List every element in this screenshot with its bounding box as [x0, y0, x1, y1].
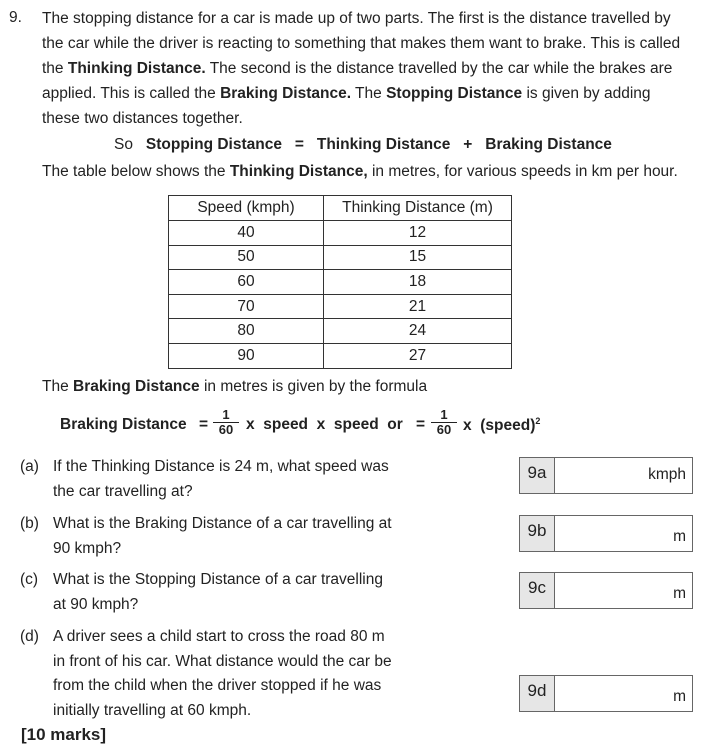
eq-term2: Braking Distance — [485, 136, 612, 153]
table-row — [169, 245, 512, 270]
table-row — [169, 270, 512, 295]
answer-box[interactable] — [519, 675, 693, 712]
intro-text: The — [351, 85, 387, 102]
thinking-distance-table — [168, 195, 512, 369]
formula-mid: x speed x speed or — [246, 416, 403, 433]
answer-box-tag: 9a — [520, 458, 555, 493]
answer-box-tag: 9c — [520, 573, 555, 608]
answer-box-tag: 9d — [520, 676, 555, 711]
table-row — [169, 221, 512, 246]
intro-text: is given by adding — [522, 85, 651, 102]
question-number: 9. — [9, 9, 22, 26]
formula-fraction-2 — [431, 408, 457, 437]
cell-thinking-distance: 27 — [324, 343, 512, 368]
part-text: What is the Braking Distance of a car travelling at — [53, 515, 392, 532]
table-row — [169, 343, 512, 368]
marks-label: [10 marks] — [21, 725, 107, 744]
intro-line — [42, 9, 671, 29]
answer-box-tag: 9b — [520, 516, 555, 551]
cell-thinking-distance: 18 — [324, 270, 512, 295]
fraction-1-numerator: 1 — [213, 408, 239, 423]
part-text: the car travelling at? — [53, 482, 193, 500]
answer-box[interactable] — [519, 572, 693, 609]
formula-eq1: = — [199, 416, 209, 433]
cell-speed: 60 — [169, 270, 324, 295]
intro-text: The stopping distance for a car is made up of two parts. The first is the distance travelled by — [42, 10, 671, 27]
formula-tail-text: x (speed) — [463, 417, 536, 435]
table-header-row — [169, 196, 512, 221]
formula-intro — [42, 378, 427, 396]
cell-thinking-distance: 24 — [324, 319, 512, 344]
cell-thinking-distance: 21 — [324, 294, 512, 319]
answer-unit: kmph — [648, 466, 686, 483]
formula-intro-bold: Braking Distance — [73, 378, 200, 395]
intro-bold-term: Stopping Distance — [386, 85, 523, 102]
table-row — [169, 319, 512, 344]
fraction-1-denominator: 60 — [218, 422, 234, 437]
intro-text: applied. This is called the — [42, 85, 221, 102]
intro-text: these two distances together. — [42, 110, 243, 127]
part-text: If the Thinking Distance is 24 m, what speed was — [53, 458, 389, 475]
formula-tail — [463, 416, 540, 435]
intro-bold-term: Thinking Distance. — [67, 60, 206, 77]
part-text: at 90 kmph? — [53, 595, 139, 613]
cell-speed: 40 — [169, 221, 324, 246]
answer-unit: m — [673, 688, 686, 705]
part-label: (a) — [20, 458, 39, 475]
formula-eq2: = — [416, 416, 426, 433]
eq-lhs: Stopping Distance — [145, 136, 282, 153]
eq-term1: Thinking Distance — [316, 136, 451, 153]
eq-so: So — [114, 136, 133, 153]
table-intro-bold: Thinking Distance, — [229, 163, 368, 180]
formula-fraction-1 — [213, 408, 239, 437]
part-label: (d) — [20, 628, 39, 645]
intro-text: the — [42, 60, 68, 77]
cell-speed: 50 — [169, 245, 324, 270]
part-label: (c) — [20, 571, 39, 588]
answer-box[interactable] — [519, 457, 693, 494]
eq-equals: = — [294, 136, 304, 153]
intro-line — [42, 109, 243, 129]
cell-speed: 90 — [169, 343, 324, 368]
intro-text: the car while the driver is reacting to something that makes them want to brake. This is called — [42, 35, 681, 52]
part-text: initially travelling at 60 kmph. — [53, 701, 252, 719]
part-text: 90 kmph? — [53, 539, 122, 557]
part-text: What is the Stopping Distance of a car travelling — [53, 571, 383, 588]
table-intro-pre: The table below shows the — [42, 163, 230, 180]
table-row — [169, 294, 512, 319]
header-thinking-distance: Thinking Distance (m) — [324, 196, 512, 221]
intro-line — [42, 84, 651, 104]
intro-line — [42, 34, 680, 54]
part-label: (b) — [20, 515, 39, 532]
formula-exponent: 2 — [535, 416, 541, 426]
eq-plus: + — [463, 136, 473, 153]
cell-speed: 70 — [169, 294, 324, 319]
formula-intro-pre: The — [42, 378, 74, 395]
table-intro — [42, 163, 678, 181]
intro-line — [42, 59, 672, 79]
cell-thinking-distance: 12 — [324, 221, 512, 246]
table-intro-post: in metres, for various speeds in km per hour. — [367, 163, 678, 180]
formula-intro-post: in metres is given by the formula — [199, 378, 428, 395]
part-text: A driver sees a child start to cross the road 80 m — [53, 628, 385, 645]
part-text: from the child when the driver stopped if he was — [53, 677, 382, 694]
answer-unit: m — [673, 528, 686, 545]
intro-text: The second is the distance travelled by the car while the brakes are — [205, 60, 673, 77]
part-text: in front of his car. What distance would the car be — [53, 652, 392, 670]
answer-unit: m — [673, 585, 686, 602]
fraction-2-denominator: 60 — [436, 422, 452, 437]
fraction-2-numerator: 1 — [431, 408, 457, 423]
intro-bold-term: Braking Distance. — [220, 85, 352, 102]
header-speed: Speed (kmph) — [169, 196, 324, 221]
cell-thinking-distance: 15 — [324, 245, 512, 270]
answer-box[interactable] — [519, 515, 693, 552]
stopping-equation — [114, 136, 612, 154]
cell-speed: 80 — [169, 319, 324, 344]
formula-lhs: Braking Distance — [60, 416, 187, 433]
